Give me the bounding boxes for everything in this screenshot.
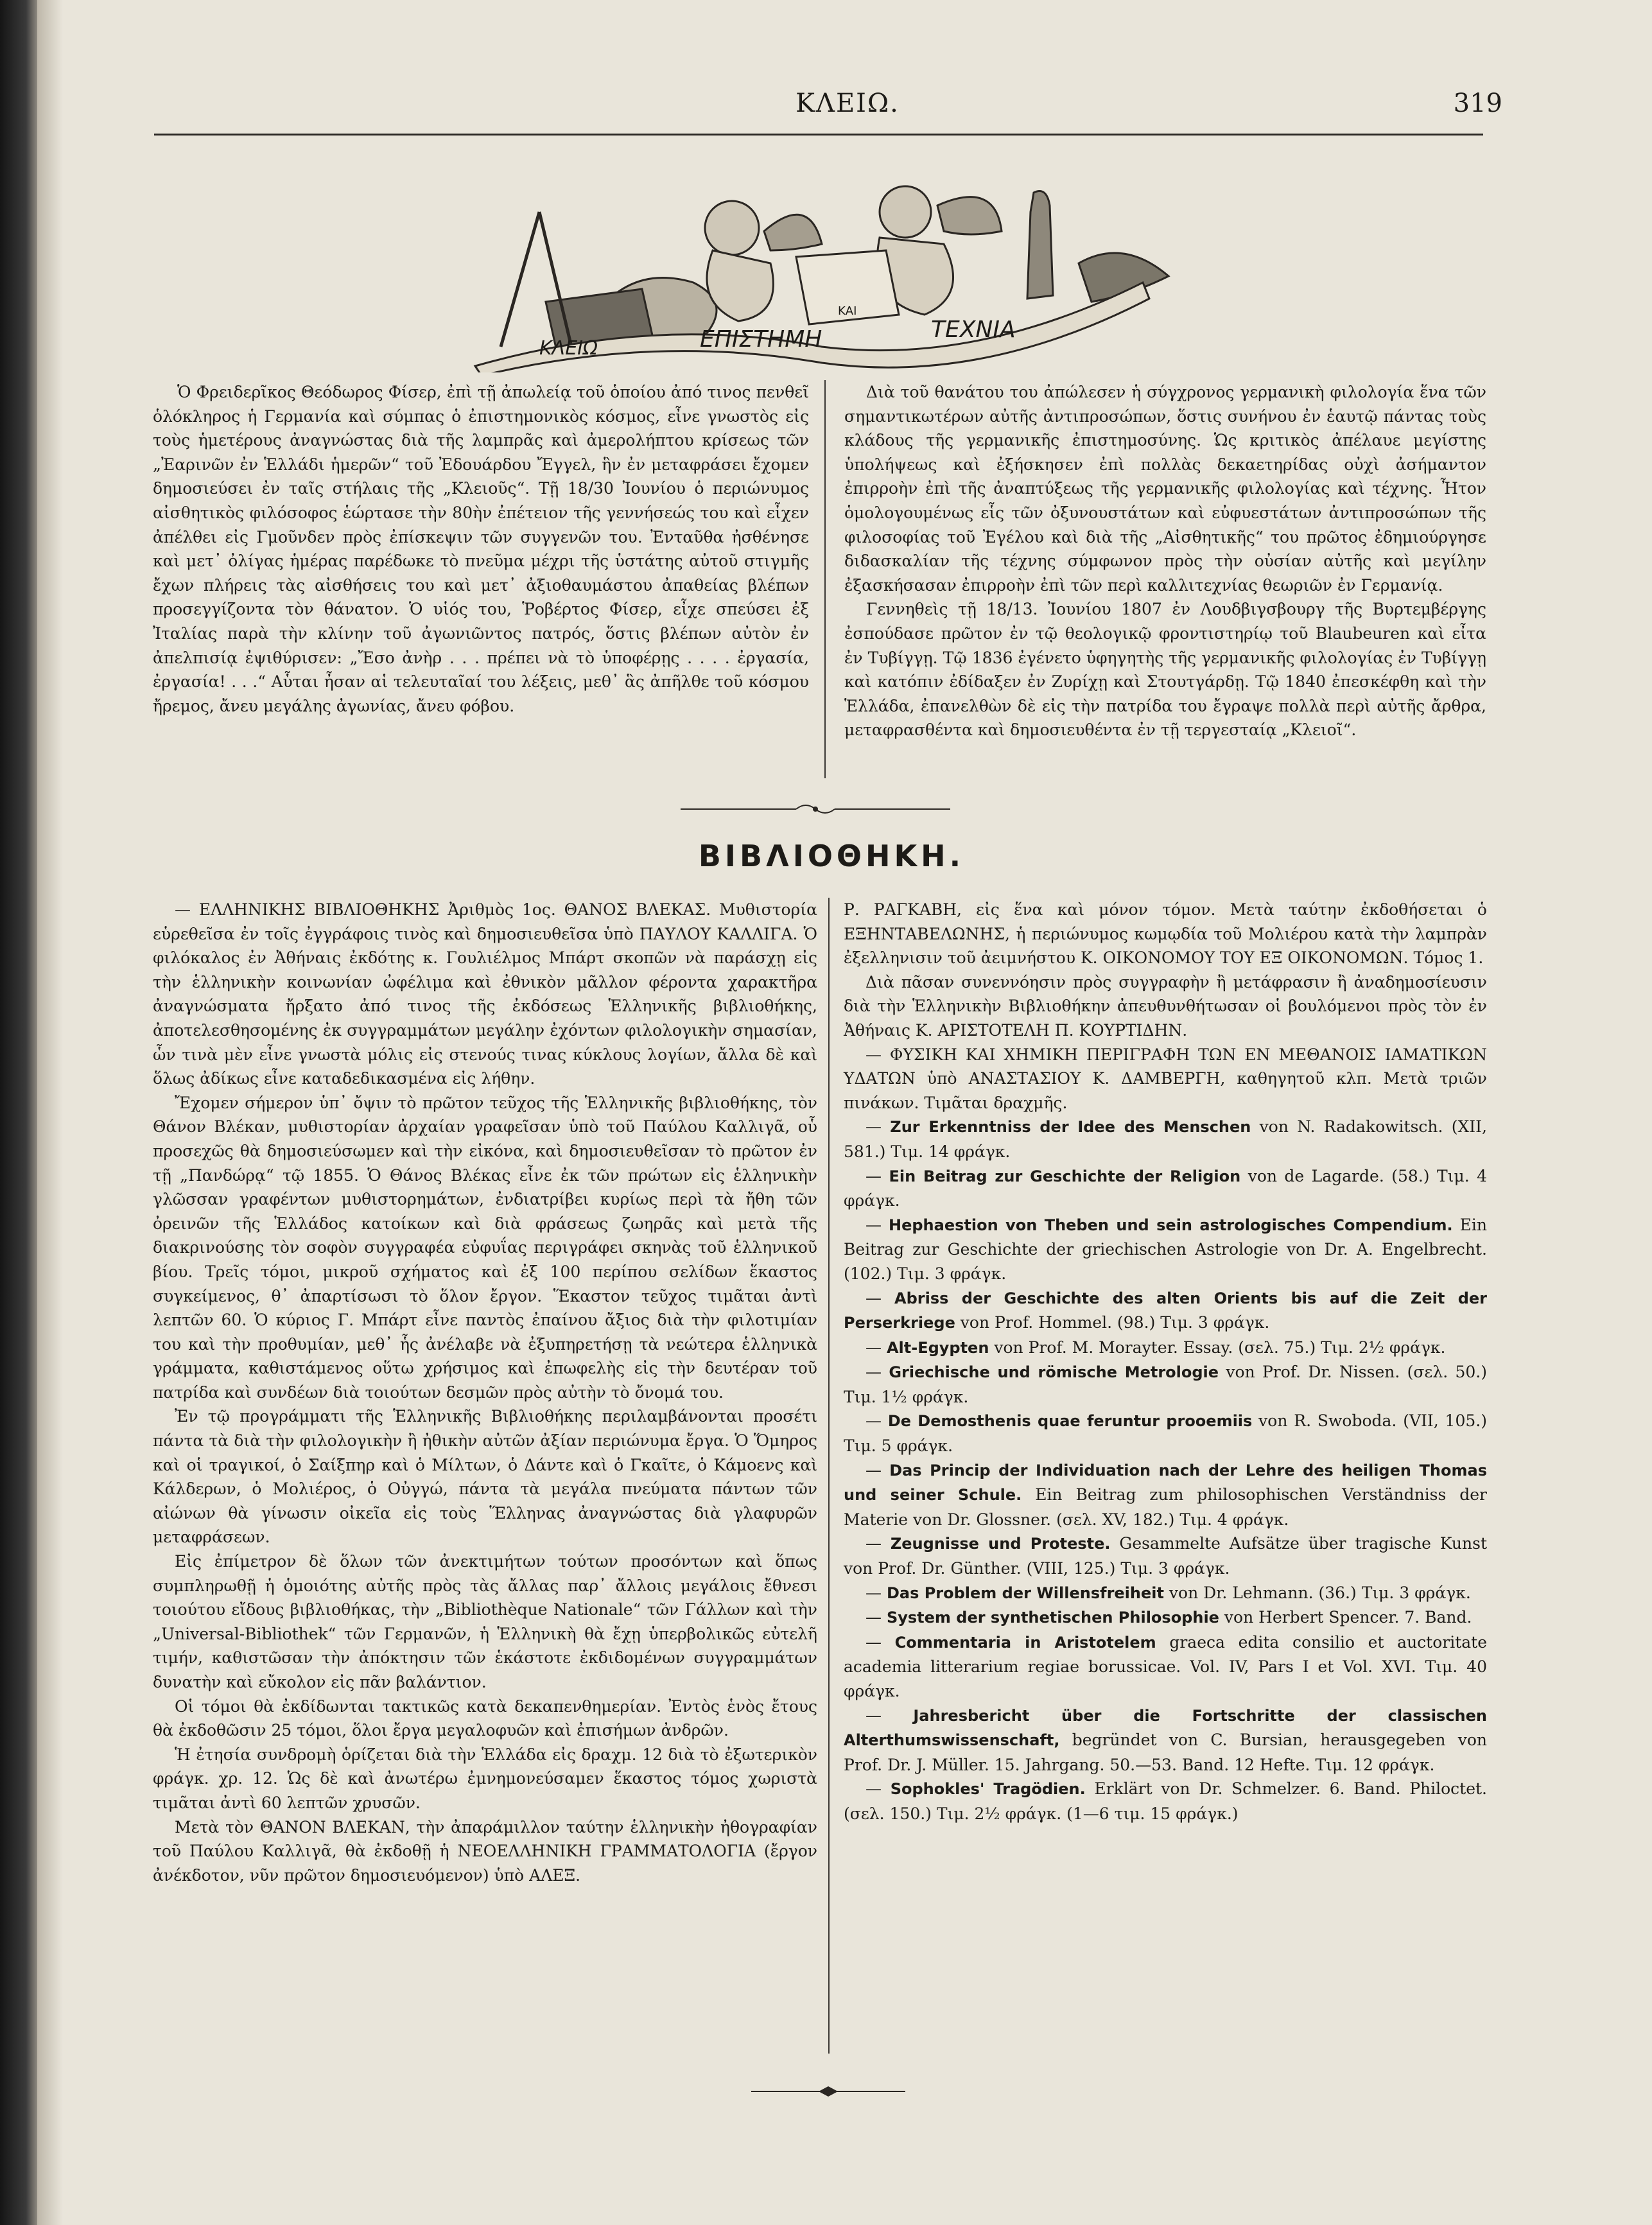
book-title: Commentaria in Aristotelem	[894, 1633, 1156, 1652]
book-title: Ein Beitrag zur Geschichte der Religion	[889, 1167, 1241, 1185]
page-number: 319	[1453, 89, 1502, 118]
cherub-left-head	[705, 201, 759, 255]
column-divider	[824, 380, 826, 778]
book-entry	[844, 1605, 1487, 1630]
page-gutter-shadow	[37, 0, 63, 2225]
book-entry	[844, 1115, 1487, 1164]
library-paragraph: Μετὰ τὸν ΘΑΝΟΝ ΒΛΕΚΑΝ, τὴν ἀπαράμιλλον ταύτην ἑλληνικὴν ἠθογραφίαν τοῦ Παύλου Καλλιγᾶ, θὰ ἐκδοθῇ ἡ ΝΕΟΕΛΛΗΝΙΚΗ ΓΡΑΜΜΑΤΟΛΟΓΙΑ (ἔργον ἀνέκδοτον, νῦν πρῶτον δημοσιευόμενον) ὑπὸ ΑΛΕΞ.	[153, 1817, 817, 1885]
library-right-column	[844, 898, 1487, 1826]
book-entry	[844, 1164, 1487, 1213]
entry-dash: —	[865, 1363, 889, 1382]
ribbon-label-technia: ΤΕΧΝΙΑ	[931, 317, 1016, 343]
running-header-title: ΚΛΕΙΩ.	[796, 89, 900, 118]
book-title: Das Problem der Willensfreiheit	[886, 1584, 1164, 1602]
book-entry	[844, 1213, 1487, 1286]
ribbon-label-episteme: ΕΠΙΣΤΗΜΗ	[700, 326, 822, 353]
column-divider	[828, 898, 830, 2054]
book-details: begründet von C. Bursian, herausgegeben von Prof. Dr. J. Müller. 15. Jahrgang. 50.—53. Band. 12 Hefte. Τιμ. 12 φράγκ.	[844, 1731, 1487, 1774]
obituary-paragraph: Γεννηθεὶς τῇ 18/13. Ἰουνίου 1807 ἐν Λουδβιγσβουργ τῆς Βυρτεμβέργης ἐσπούδασε πρῶτον ἐν τῷ θεολογικῷ φροντιστηρίῳ τοῦ Blaubeuren καὶ εἶτα ἐν Τυβίγγῃ. Τῷ 1836 ἐγένετο ὑφηγητὴς τῆς γερμανικῆς φιλολογίας ἐν Τυβίγγῃ καὶ κατόπιν ἐδίδαξεν ἐν Ζυρίχῃ καὶ Στουτγάρδῃ. Τῷ 1840 ἐπεσκέφθη καὶ τὴν Ἑλλάδα, ἐπανελθὼν δὲ εἰς τὴν πατρίδα του ἔγραψε πολλὰ περὶ αὐτῆς ἄρθρα, μεταφρασθέντα καὶ δημοσιευθέντα ἐν τῇ τεργεσταίᾳ „Κλειοῖ“.	[844, 600, 1486, 740]
library-paragraph: Διὰ πᾶσαν συνεννόησιν πρὸς συγγραφὴν ἢ μετάφρασιν ἢ ἀναδημοσίευσιν διὰ τὴν Ἑλληνικὴν Βιβλιοθήκην ἀπευθυνθήτωσαν οἱ βουλόμενοι πρὸς τὸν ἐν Ἀθήναις Κ. ΑΡΙΣΤΟΤΕΛΗ Π. ΚΟΥΡΤΙΔΗΝ.	[844, 972, 1487, 1040]
book-details: von Herbert Spencer. 7. Band.	[1219, 1608, 1472, 1627]
book-details: von Dr. Lehmann. (36.) Τιμ. 3 φράγκ.	[1163, 1583, 1471, 1602]
entry-dash: —	[865, 1215, 889, 1234]
section-ornament	[681, 799, 950, 819]
book-details: graeca edita consilio et auctoritate academia litterarium regiae borussicae. Vol. IV, Pars I et Vol. XVI. Τιμ. 40 φράγκ.	[844, 1632, 1488, 1700]
end-ornament	[751, 2084, 905, 2099]
book-details: Ein Beitrag zum philosophischen Verständniss der Materie von Dr. Glossner. (σελ. XV, 182.) Τιμ. 4 φράγκ.	[844, 1485, 1487, 1529]
entry-dash: —	[865, 1117, 891, 1137]
library-paragraph: — ΦΥΣΙΚΗ ΚΑΙ ΧΗΜΙΚΗ ΠΕΡΙΓΡΑΦΗ ΤΩΝ ΕΝ ΜΕΘΑΝΟΙΣ ΙΑΜΑΤΙΚΩΝ ΥΔΑΤΩΝ ὑπὸ ΑΝΑΣΤΑΣΙΟΥ Κ. ΔΑΜΒΕΡΓΗ, καθηγητοῦ κλπ. Μετὰ τριῶν πινάκων. Τιμᾶται δραχμῆς.	[844, 1045, 1487, 1112]
entry-dash: —	[865, 1706, 914, 1725]
book-entry	[844, 1409, 1487, 1458]
book-entry	[844, 1360, 1487, 1409]
entry-dash: —	[865, 1338, 887, 1357]
ribbon-label-kleio: ΚΛΕΙΩ	[539, 337, 598, 360]
library-paragraph: Ἡ ἐτησία συνδρομὴ ὁρίζεται διὰ τὴν Ἑλλάδα εἰς δραχμ. 12 διὰ τὸ ἐξωτερικὸν φράγκ. χρ. 12. Ὡς δὲ καὶ ἀνωτέρω ἐμνημονεύσαμεν ἕκαστος τόμος χωριστὰ τιμᾶται ἀντὶ 60 λεπτῶν χρυσῶν.	[153, 1745, 817, 1812]
library-paragraph: Ἔχομεν σήμερον ὑπ᾽ ὄψιν τὸ πρῶτον τεῦχος τῆς Ἑλληνικῆς βιβλιοθήκης, τὸν Θάνον Βλέκαν, μυθιστορίαν ἀρχαίαν γραφεῖσαν ὑπὸ τοῦ Παύλου Καλλιγᾶ, οὗ προσεχῶς θὰ δημοσιεύσωμεν καὶ τὴν εἰκόνα, καὶ δημοσιευθεῖσαν τὸ πρῶτον ἐν τῇ „Πανδώρᾳ“ τῷ 1855. Ὁ Θάνος Βλέκας εἶνε ἐκ τῶν πρώτων εἰς ἑλληνικὴν γλῶσσαν γραφέντων μυθιστορημάτων, ἐνδιατρίβει κυρίως περὶ τὰ ἤθη τῶν ὀρεινῶν τῆς Ἑλλάδος κατοίκων καὶ διὰ φράσεως ζωηρᾶς καὶ μετὰ τῆς διακρινούσης τὸν σοφὸν συγγραφέα εὐφυΐας περιγράφει σκηνὰς τοῦ ἑλληνικοῦ βίου. Τρεῖς τόμοι, μικροῦ σχήματος καὶ ἐξ 100 περίπου σελίδων ἕκαστος συγκείμενος, θ᾽ ἀπαρτίσωσι τὸ ὅλον ἔργον. Ἕκαστον τεῦχος τιμᾶται ἀντὶ λεπτῶν 60. Ὁ κύριος Γ. Μπάρτ εἶνε παντὸς ἐπαίνου ἄξιος διὰ τὴν φιλοτιμίαν του καὶ τὴν προθυμίαν, μεθ᾽ ἧς ἀνέλαβε νὰ ἐξυπηρετήσῃ τὰ νεώτερα ἑλληνικὰ γράμματα, καθιστάμενος οὕτω χρήσιμος καὶ ἐπωφελὴς εἰς τὴν δευτέραν τοῦ πατρίδα καὶ συνδέων διὰ τοιούτων δεσμῶν πρὸς αὐτὴν τὸ ὄνομά του.	[153, 1093, 817, 1402]
book-spine	[0, 0, 37, 2225]
book-title: Abriss der Geschichte des alten Orients bis auf die Zeit der Perserkriege	[844, 1289, 1488, 1332]
library-paragraph: Ἐν τῷ προγράμματι τῆς Ἑλληνικῆς Βιβλιοθήκης περιλαμβάνονται προσέτι πάντα τὰ διὰ τὴν φιλολογικὴν ἢ ἠθικὴν αὐτῶν ἀξίαν περιώνυμα ἔργα. Ὁ Ὅμηρος καὶ οἱ τραγικοί, ὁ Σαίξπηρ καὶ ὁ Μίλτων, ὁ Δάντε καὶ ὁ Γκαῖτε, ὁ Κάμοενς καὶ Κάλδερων, ὁ Μολιέρος, ὁ Οὐγγώ, πάντα τὰ μεγάλα πνεύματα πάντων τῶν αἰώνων θὰ γίνωσιν οἰκεῖα εἰς τοὺς Ἕλληνας ἀναγνώστας διὰ γλαφυρῶν μεταφράσεων.	[153, 1407, 817, 1547]
library-paragraph: — ΕΛΛΗΝΙΚΗΣ ΒΙΒΛΙΟΘΗΚΗΣ Ἀριθμὸς 1ος. ΘΑΝΟΣ ΒΛΕΚΑΣ. Μυθιστορία εὑρεθεῖσα ἐν τοῖς ἐγγράφοις τινὸς καὶ δημοσιευθεῖσα ὑπὸ ΠΑΥΛΟΥ ΚΑΛΛΙΓΑ. Ὁ φιλόκαλος ἐν Ἀθήναις ἐκδότης κ. Γουλιέλμος Μπάρτ σκοπῶν νὰ παράσχῃ εἰς τὴν ἑλληνικὴν κοινωνίαν ὠφέλιμα καὶ ἐθνικὸν μᾶλλον φέροντα χαρακτῆρα ἀναγνώσματα ἤρξατο ἀπό τινος τῆς ἐκδόσεως Ἑλληνικῆς βιβλιοθήκης, ἀποτελεσθησομένης ἐκ συγγραμμάτων μεγάλην ἐχόντων φιλολογικὴν σημασίαν, ὧν τινὰ μὲν εἶνε γνωστὰ μόλις εἰς στενούς τινας κύκλους λογίων, ἄλλα δὲ καὶ ὅλως ἀδίκως εἶνε καταδεδικασμένα εἰς λήθην.	[153, 900, 817, 1088]
book-entry	[844, 1777, 1487, 1826]
entry-dash: —	[865, 1779, 891, 1799]
book-details: von de Lagarde. (58.) Τιμ. 4 φράγκ.	[844, 1166, 1488, 1210]
book-title: Jahresbericht über die Fortschritte der classischen Alterthumswissenschaft,	[844, 1706, 1487, 1750]
book-details: von N. Radakowitsch. (XII, 581.) Τιμ. 14 φράγκ.	[844, 1117, 1488, 1161]
book-entry	[844, 1286, 1487, 1336]
library-paragraph: Οἱ τόμοι θὰ ἐκδίδωνται τακτικῶς κατὰ δεκαπενθημερίαν. Ἐντὸς ἑνὸς ἔτους θὰ ἐκδοθῶσιν 25 τόμοι, ὅλοι ἔργα μεγαλοφυῶν καὶ ἐπισήμων ἀνδρῶν.	[153, 1697, 817, 1740]
library-paragraph: Εἰς ἐπίμετρον δὲ ὅλων τῶν ἀνεκτιμήτων τούτων προσόντων καὶ ὅπως συμπληρωθῇ ἡ ὁμοιότης αὐτῆς πρὸς τὰς ἄλλας παρ᾽ ἄλλοις μεγάλοις ἔθνεσι τοιούτου εἴδους βιβλιοθήκας, τὴν „Bibliothèque Nationale“ τῶν Γάλλων καὶ τὴν „Universal-Bibliothek“ τῶν Γερμανῶν, ἡ Ἑλληνικὴ θὰ ἔχῃ ὑπερβολικῶς εὐτελῆ τιμήν, καθιστῶσαν τὴν ἀπόκτησιν τῶν ἑκάστοτε ἐκδιδομένων συγγραμμάτων δυνατὴν καὶ εὔκολον εἰς πᾶν βαλάντιον.	[153, 1552, 817, 1691]
obituary-left-column	[153, 380, 809, 718]
obituary-paragraph: Διὰ τοῦ θανάτου του ἀπώλεσεν ἡ σύγχρονος γερμανικὴ φιλολογία ἕνα τῶν σημαντικωτέρων αὐτῆς ἀντιπροσώπων, ὅστις συνήνου ἐν ἑαυτῷ πάντας τοὺς κλάδους τῆς γερμανικῆς ἐπιστημοσύνης. Ὡς κριτικὸς ἀπέλαυε μεγίστης ὑπολήψεως καὶ ἐξήσκησεν ἐπὶ πολλὰς δεκαετηρίδας οὐχὶ ἀσήμαντον ἐπιρροὴν ἐπὶ τῆς ἀναπτύξεως τῆς γερμανικῆς φιλολογίας καὶ τέχνης. Ἦτον ὁμολογουμένως εἷς τῶν ὀξυνουστάτων καὶ εὐφυεστάτων ἀντιπροσώπων τῆς φιλοσοφίας τοῦ Ἐγέλου καὶ διὰ τῆς „Αἰσθητικῆς“ του πρῶτος ἐδημιούργησε διδασκαλίαν τῆς τέχνης σύμφωνον πρὸς τὴν οὐσίαν αὐτῆς καὶ μεγίλην ἐξασκήσασαν ἐπιρροὴν ἐπὶ τῶν περὶ καλλιτεχνίας θεωριῶν ἐν Γερμανίᾳ.	[844, 383, 1486, 595]
book-title: De Demosthenis quae feruntur prooemiis	[887, 1412, 1253, 1431]
entry-dash: —	[865, 1583, 887, 1602]
book-title: System der synthetischen Philosophie	[886, 1609, 1219, 1627]
book-details: von Prof. Hommel. (98.) Τιμ. 3 φράγκ.	[955, 1313, 1270, 1332]
book-title: Zeugnisse und Proteste.	[890, 1535, 1111, 1553]
book-title: Sophokles' Tragödien.	[890, 1780, 1086, 1799]
cherub-right-wing	[937, 197, 1002, 234]
book-details: Gesammelte Aufsätze über tragische Kunst von Prof. Dr. Günther. (VIII, 125.) Τιμ. 3 φράγκ.	[844, 1534, 1487, 1578]
book-details: Ein Beitrag zur Geschichte der griechischen Astrologie von Dr. A. Engelbrecht. (102.) Τιμ. 3 φράγκ.	[844, 1215, 1487, 1283]
book-entry	[844, 1458, 1487, 1532]
entry-dash: —	[865, 1632, 895, 1652]
book-details: von R. Swoboda. (VII, 105.) Τιμ. 5 φράγκ.	[844, 1411, 1487, 1456]
entry-dash: —	[865, 1411, 888, 1431]
book-entry	[844, 1630, 1487, 1704]
obituary-paragraph: Ὁ Φρειδερῖκος Θεόδωρος Φίσερ, ἐπὶ τῇ ἀπωλείᾳ τοῦ ὁποίου ἀπό τινος πενθεῖ ὁλόκληρος ἡ Γερμανία καὶ σύμπας ὁ ἐπιστημονικὸς κόσμος, εἶνε γνωστὸς εἰς τοὺς ἡμετέρους ἀναγνώστας διὰ τῆς λαμπρᾶς καὶ ἀμερολήπτου κρίσεως τῶν „Ἐαρινῶν ἐν Ἑλλάδι ἡμερῶν“ τοῦ Ἐδουάρδου Ἔγγελ, ἣν ἐν μεταφράσει ἔχομεν δημοσιεύσει ἐν ταῖς στήλαις τῆς „Κλειοῦς“. Τῇ 18/30 Ἰουνίου ὁ περιώνυμος αἰσθητικὸς φιλόσοφος ἑώρτασε τὴν 80ὴν ἐπέτειον τῆς γεννήσεώς του καὶ εἶχεν ἀπέλθει εἰς Γμοῦνδεν πρὸς ἐπίσκεψιν τῶν συγγενῶν του. Ἐνταῦθα ἠσθένησε καὶ μετ᾽ ὀλίγας ἡμέρας παρέδωκε τὸ πνεῦμα μέχρι τῆς ὑστάτης αὐτοῦ στιγμῆς ἔχων πλήρεις τὰς αἰσθήσεις του καὶ μετ᾽ ἀξιοθαυμάστου ἀπαθείας βλέπων προσεγγίζοντα τὸν θάνατον. Ὁ υἱός του, Ῥοβέρτος Φίσερ, εἶχε σπεύσει ἐξ Ἰταλίας παρὰ τὴν κλίνην τοῦ ἀγωνιῶντος πατρός, ὅστις βλέπων αὐτὸν ἐν ἀπελπισίᾳ ἐψιθύρισεν: „Ἔσο ἀνὴρ . . . πρέπει νὰ τὸ ὑποφέρῃς . . . . ἐργασία, ἐργασία! . . .“ Αὗται ἦσαν αἱ τελευταῖαί του λέξεις, μεθ᾽ ἃς ἀπῆλθε τοῦ κόσμου ἤρεμος, ἄνευ μεγάλης ἀγωνίας, ἄνευ φόβου.	[153, 383, 809, 715]
book-title: Hephaestion von Theben und sein astrologisches Compendium.	[889, 1216, 1453, 1234]
book-title: Das Princip der Individuation nach der Lehre des heiligen Thomas und seiner Schule.	[844, 1461, 1487, 1505]
book-details: Erklärt von Dr. Schmelzer. 6. Band. Philoctet. (σελ. 150.) Τιμ. 2½ φράγκ. (1—6 τιμ. 15 φράγκ.)	[844, 1779, 1487, 1823]
library-left-column	[153, 898, 817, 1887]
entry-dash: —	[865, 1166, 889, 1185]
ribbon-label-kai: ΚΑΙ	[838, 304, 857, 318]
header-rule	[154, 134, 1483, 135]
entry-dash: —	[865, 1608, 887, 1627]
entry-dash: —	[865, 1288, 895, 1307]
book-title: Alt-Egypten	[886, 1338, 989, 1357]
book-entry	[844, 1336, 1487, 1361]
book-details: von Prof. Dr. Nissen. (σελ. 50.) Τιμ. 1½ φράγκ.	[844, 1363, 1487, 1406]
entry-dash: —	[865, 1460, 890, 1479]
statue	[1027, 191, 1053, 299]
book-details: von Prof. M. Morayter. Essay. (σελ. 75.) Τιμ. 2½ φράγκ.	[989, 1338, 1446, 1357]
obituary-right-column	[844, 380, 1486, 742]
section-title-library: ΒΙΒΛΙΟΘΗΚΗ.	[698, 839, 965, 873]
cherub-right-head	[880, 186, 931, 238]
library-paragraph: Ρ. ΡΑΓΚΑΒΗ, εἰς ἕνα καὶ μόνον τόμον. Μετὰ ταύτην ἐκδοθήσεται ὁ ΕΞΗΝΤΑΒΕΛΩΝΗΣ, ἡ περιώνυμος κωμῳδία τοῦ Μολιέρου κατὰ τὴν λαμπρὰν ἐξελληνισιν τοῦ ἀειμνήστου Κ. ΟΙΚΟΝΟΜΟΥ ΤΟΥ ΕΞ ΟΙΚΟΝΟΜΩΝ. Τόμος 1.	[844, 900, 1487, 968]
book-entry-list	[844, 1115, 1487, 1826]
book-title: Zur Erkenntniss der Idee des Menschen	[890, 1118, 1251, 1137]
book-entry	[844, 1704, 1487, 1777]
book-entry	[844, 1581, 1487, 1606]
book-entry	[844, 1531, 1487, 1580]
cherub-vignette	[462, 154, 1188, 372]
cherub-left-wing	[764, 214, 822, 250]
book-title: Griechische und römische Metrologie	[889, 1363, 1219, 1382]
entry-dash: —	[865, 1534, 891, 1553]
